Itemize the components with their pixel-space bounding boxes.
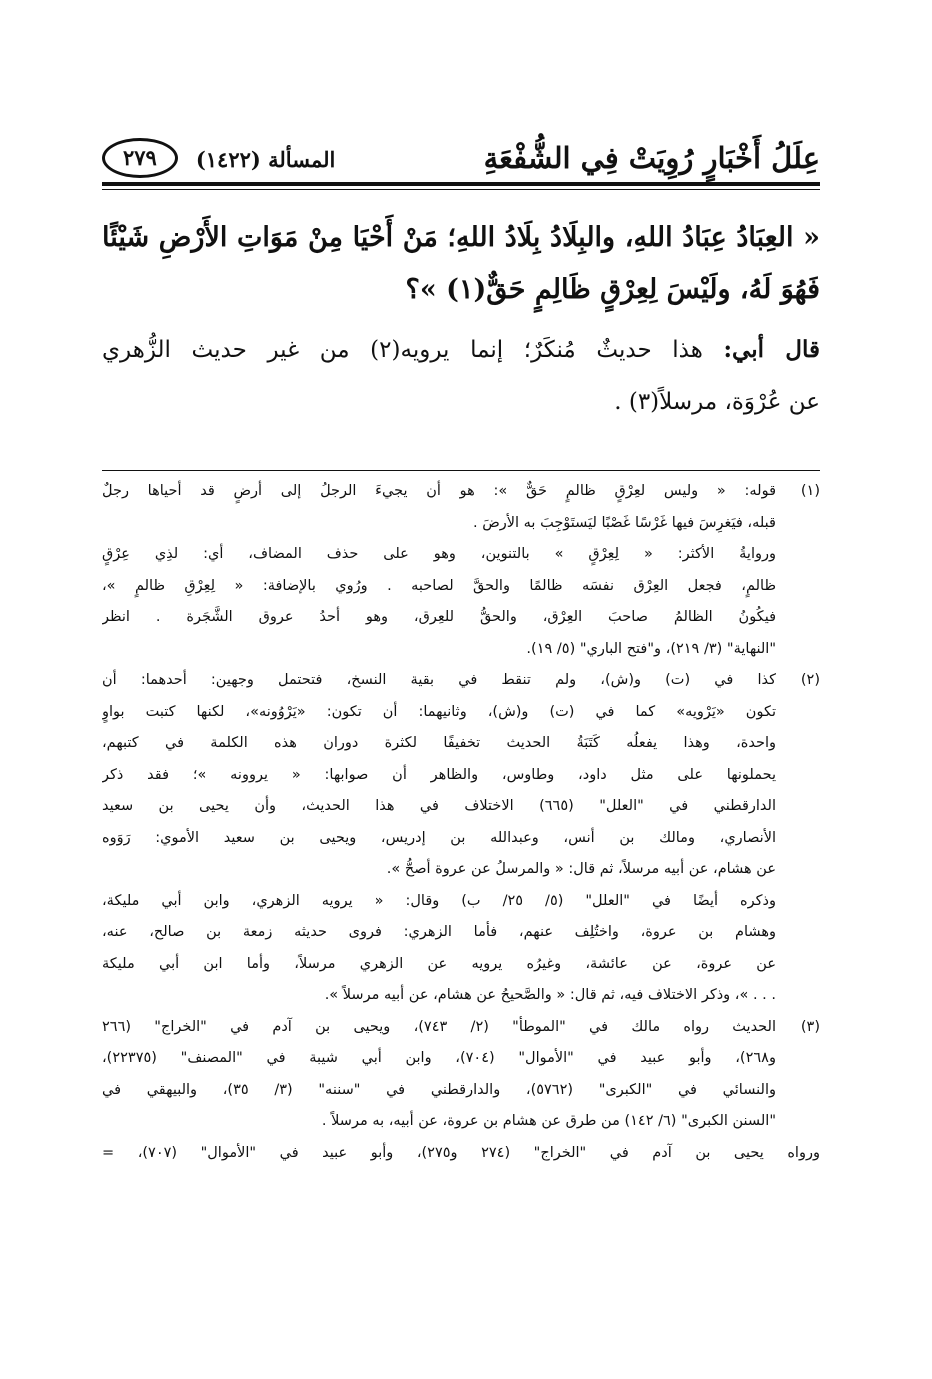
footnote-line: الدارقطني في "العلل" (٦٦٥) الاختلاف في هذا الحديث، وأن يحيى بن سعيد <box>102 798 776 814</box>
footnote <box>102 1012 820 1170</box>
footnote-body <box>102 476 776 665</box>
speaker-label: قال أبي: <box>723 336 821 363</box>
footnote <box>102 476 820 665</box>
footnote-line: "النهاية" (٣/ ٢١٩)، و"فتح الباري" (٥/ ١٩). <box>526 640 776 657</box>
footnote-line: وذكره أيضًا في "العلل" (٥/ ٢٥/ ب) وقال: « يرويه الزهري، وابن أبي مليكة، <box>102 892 776 909</box>
footnote-number: (٣) <box>800 1018 820 1035</box>
footnote-line: عن هشام، عن أبيه مرسلاً، ثم قال: « والمرسلُ عن عروة أصحُّ ». <box>386 861 776 877</box>
footnote <box>102 665 820 1012</box>
commentary-text: هذا حديثٌ مُنكَرٌ؛ إنما يرويه(٢) من غير حديث الزُّهري <box>102 337 703 363</box>
book-title: عِلَلُ أَخْبَارٍ رُوِيَتْ فِي الشُّفْعَةِ <box>483 141 820 175</box>
footnote-line: عن عروة، عن عائشة، وغيرُه يرويه عن الزهري مرسلاً، وأما ابن أبي مليكة <box>102 955 776 972</box>
footnote-line: و٢٦٨)، وأبو عبيد في "الأموال" (٧٠٤)، وابن أبي شيبة في "المصنف" (٢٢٣٧٥)، <box>102 1050 776 1066</box>
running-header <box>102 128 820 178</box>
footnote-line: . . . »، وذكر الاختلاف فيه، ثم قال: « والصَّحيحُ عن هشام، عن أبيه مرسلاً ». <box>324 987 776 1003</box>
footnotes <box>102 476 820 1169</box>
footnote-body <box>102 665 776 1012</box>
footnote-line: تكون «يَرْويه» كما في (ت) و(ش)، وثانيهما: أن تكون: «يَرْوُونه»، لكنها كتبت بواوٍ <box>102 703 776 720</box>
footnote-line: واحدة، وهذا يفعلُه كَتَبَةُ الحديث تخفيفًا لكثرة دوران هذه الكلمة في كتبهم، <box>102 735 776 751</box>
footnote-line: الحديث رواه مالك في "الموطأ" (٢/ ٧٤٣)، ويحيى بن آدم في "الخراج" (٢٦٦ <box>102 1018 776 1035</box>
hadith-text-line: « العِبَادُ عِبَادُ اللهِ، والبِلَادُ بِلَادُ اللهِ؛ مَنْ أَحْيَا مِنْ مَوَاتِ الأَرْضِ شَيْئًا <box>102 222 820 253</box>
footnote-line: ورواه يحيى بن آدم في "الخراج" (٢٧٤ و٢٧٥)، وأبو عبيد في "الأموال" (٧٠٧)، = <box>102 1144 820 1161</box>
footnote-line: فيكُونُ الظالمُ صاحبَ العِرْق، والحقُّ للعِرق، وهو أحدُ عروق الشَّجَرة . انظر <box>102 609 776 625</box>
issue-label: المسألة (١٤٢٢) <box>195 147 336 172</box>
footnote-body <box>102 1012 820 1170</box>
footnote-number: (١) <box>800 483 820 499</box>
header-rule-thick <box>102 182 820 186</box>
footnote-line: وهشام بن عروة، واختُلِف عنهم، فأما الزهري: فروى حديثه زمعة بن صالح، عنه، <box>102 924 776 940</box>
footnote-separator <box>102 470 820 471</box>
commentary-line <box>102 324 820 376</box>
footnote-line: "السنن الكبرى" (٦/ ١٤٢) من طرق عن هشام بن عروة، عن أبيه، به مرسلاً . <box>321 1113 776 1129</box>
footnote-line: يحملونها على مثل داود، وطاوس، والظاهر أن صوابها: « يروونه »؛ فقد ذكر <box>102 766 776 783</box>
footnote-line: قبله، فيَغرِسَ فيها غَرْسًا غَصْبًا ليَستَوْجِبَ به الأرضَ . <box>473 514 776 531</box>
commentary-line: عن عُرْوَة، مرسلاً(٣) . <box>614 389 820 415</box>
footnote-line: وروايةُ الأكثر: « لِعِرْقٍ » بالتنوين، وهو على حذف المضاف، أي: لذِي عِرْقٍ <box>102 546 776 562</box>
footnote-line: الأنصاري، ومالك بن أنس، وعبدالله بن إدريس، ويحيى بن سعيد الأموي: رَوَوه <box>102 829 776 846</box>
main-text <box>102 212 820 428</box>
header-rule-thin <box>102 189 820 190</box>
footnote-line: كذا في (ت) و(ش)، ولم تنقط في بقية النسخ، فتحتمل وجهين: أحدهما: أن <box>102 672 776 688</box>
footnote-line: قوله: « وليس لعِرْقٍ ظالمٍ حَقٌّ »: هو أن يجيءَ الرجلُ إلى أرضٍ قد أحياها رجلٌ <box>102 483 776 499</box>
header-meta <box>102 138 335 178</box>
page-number: ٢٧٩ <box>102 138 178 178</box>
footnote-line: ظالمٍ، فجعل العِرْق نفسَه ظالمًا والحقَّ لصاحبه . ورُوي بالإضافة: « لِعِرْقِ ظالمٍ »، <box>102 577 776 594</box>
footnote-number: (٢) <box>800 672 820 688</box>
footnote-line: والنسائي في "الكبرى" (٥٧٦٢)، والدارقطني في "سننه" (٣/ ٣٥)، والبيهقي في <box>102 1081 776 1098</box>
hadith-text-line: فَهُوَ لَهُ، ولَيْسَ لِعِرْقٍ ظَالِمٍ حَقٌّ(١) »؟ <box>405 274 820 305</box>
